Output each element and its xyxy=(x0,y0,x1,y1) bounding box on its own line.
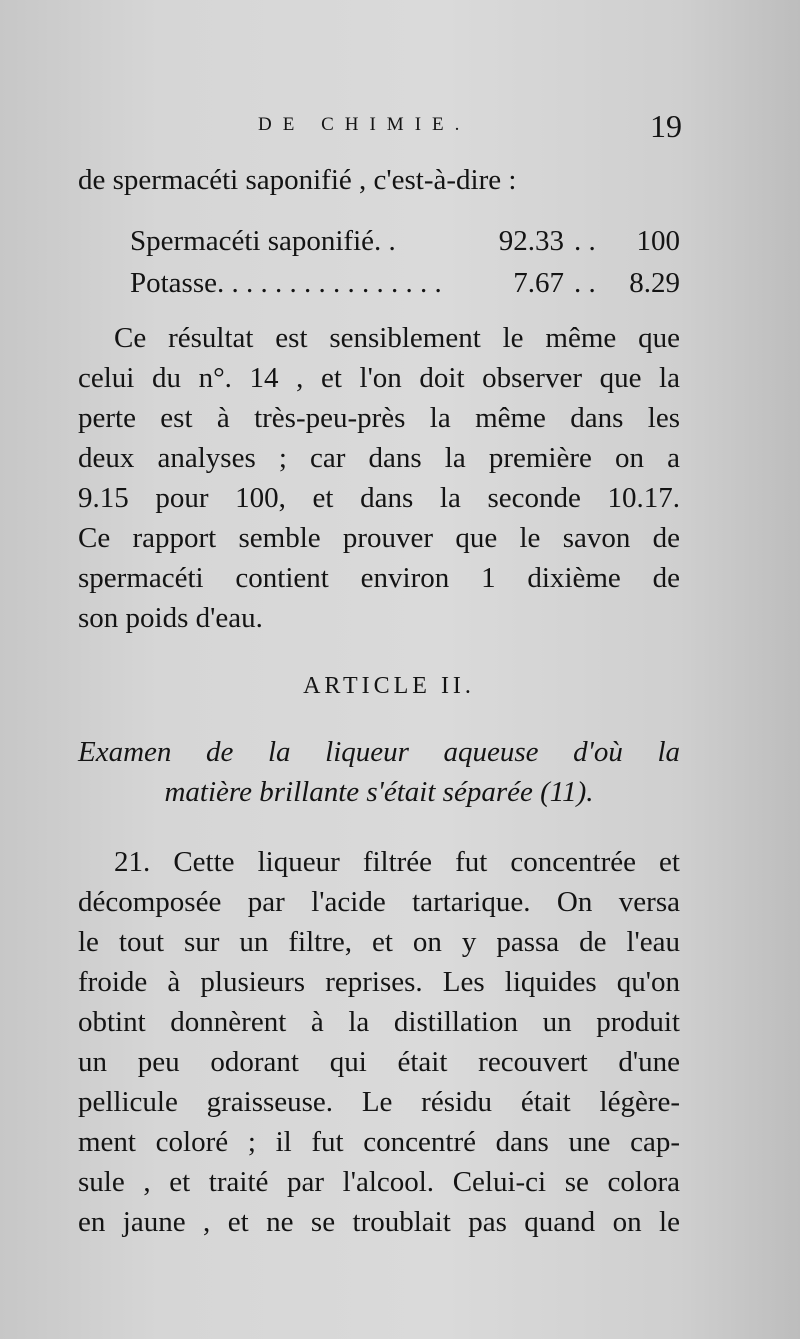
text-line: perte est à très-peu-près la même dans les xyxy=(78,402,680,434)
table-row xyxy=(130,262,680,304)
text-line: spermacéti contient environ 1 dixième de xyxy=(78,562,680,594)
text-line: celui du n°. 14 , et l'on doit observer que la xyxy=(78,362,680,394)
text-line: Ce rapport semble prouver que le savon de xyxy=(78,522,680,554)
text-line: 21. Cette liqueur filtrée fut concentrée et xyxy=(114,846,680,878)
table-value-percent: 7.67 xyxy=(513,267,564,299)
table-row xyxy=(130,220,680,262)
heading-line: matière brillante s'était séparée (11). xyxy=(164,776,594,808)
running-title: DE CHIMIE. xyxy=(258,114,471,135)
table-value-ratio: 8.29 xyxy=(629,267,680,299)
text-line: froide à plusieurs reprises. Les liquides qu'on xyxy=(78,966,680,998)
text-line: son poids d'eau. xyxy=(78,602,263,634)
table-label: Potasse. . . . . . . . . . . . . . . . xyxy=(130,267,442,299)
intro-line: de spermacéti saponifié , c'est-à-dire : xyxy=(78,164,517,196)
body-text xyxy=(78,160,680,1242)
page-number: 19 xyxy=(650,108,682,144)
text-line: 9.15 pour 100, et dans la seconde 10.17. xyxy=(78,482,680,514)
text-line: ment coloré ; il fut concentré dans une cap- xyxy=(78,1126,680,1158)
article-heading: ARTICLE II. xyxy=(303,673,475,699)
table-leader: . . xyxy=(574,225,596,257)
table-label: Spermacéti saponifié. . xyxy=(130,225,396,257)
table-value-ratio: 100 xyxy=(636,225,680,257)
text-line: pellicule graisseuse. Le résidu était légère- xyxy=(78,1086,680,1118)
composition-table xyxy=(78,220,680,304)
text-line: obtint donnèrent à la distillation un produit xyxy=(78,1006,680,1038)
heading-line: Examen de la liqueur aqueuse d'où la xyxy=(78,736,680,768)
text-line: un peu odorant qui était recouvert d'une xyxy=(78,1046,680,1078)
table-value-percent: 92.33 xyxy=(498,225,564,257)
paragraph-result xyxy=(78,318,680,638)
text-line: deux analyses ; car dans la première on a xyxy=(78,442,680,474)
text-line: le tout sur un filtre, et on y passa de l'eau xyxy=(78,926,680,958)
section-heading xyxy=(78,732,680,812)
table-leader: . . xyxy=(574,267,596,299)
text-line: en jaune , et ne se troublait pas quand on le xyxy=(78,1206,680,1238)
text-line: sule , et traité par l'alcool. Celui-ci se colora xyxy=(78,1166,680,1198)
paragraph-21 xyxy=(78,842,680,1242)
text-line: Ce résultat est sensiblement le même que xyxy=(114,322,680,354)
page-header xyxy=(0,108,800,154)
text-line: décomposée par l'acide tartarique. On versa xyxy=(78,886,680,918)
